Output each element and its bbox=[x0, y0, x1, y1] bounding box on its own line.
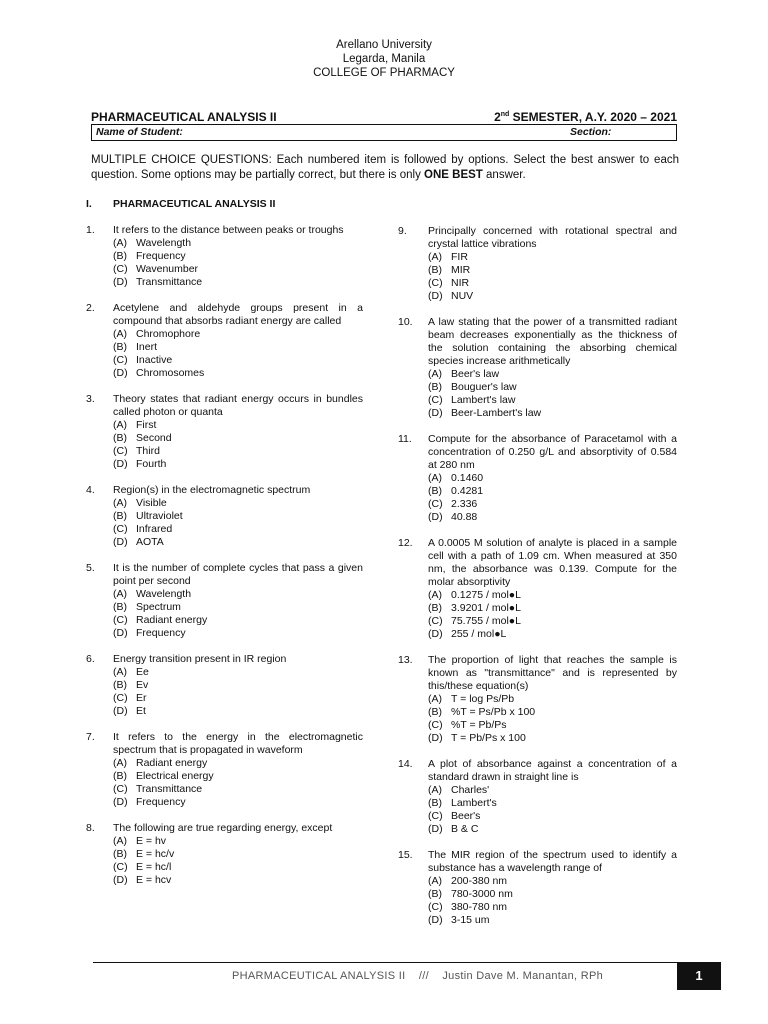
question-text: The following are true regarding energy, except bbox=[113, 822, 333, 834]
section-title: PHARMACEUTICAL ANALYSIS II bbox=[113, 198, 276, 210]
option-letter: (C) bbox=[428, 719, 443, 731]
option-text: T = log Ps/Pb bbox=[451, 693, 515, 705]
answer-option[interactable] bbox=[113, 263, 363, 276]
answer-option[interactable] bbox=[428, 823, 677, 836]
option-letter: (C) bbox=[428, 615, 443, 627]
option-text: Inert bbox=[136, 341, 158, 353]
answer-option[interactable] bbox=[428, 784, 677, 797]
option-text: 380-780 nm bbox=[451, 901, 508, 913]
answer-option[interactable] bbox=[113, 497, 363, 510]
option-letter: (A) bbox=[428, 251, 442, 263]
answer-option[interactable] bbox=[428, 628, 677, 641]
option-text: Spectrum bbox=[136, 601, 181, 613]
option-text: E = hv bbox=[136, 835, 167, 847]
answer-option[interactable] bbox=[428, 511, 677, 524]
option-text: NIR bbox=[451, 277, 470, 289]
option-letter: (B) bbox=[428, 797, 442, 809]
option-letter: (B) bbox=[428, 381, 442, 393]
question-text: Principally concerned with rotational spectral and crystal lattice vibrations bbox=[428, 225, 677, 250]
question-text: Theory states that radiant energy occurs in bundles called photon or quanta bbox=[113, 393, 363, 418]
answer-option[interactable] bbox=[428, 251, 677, 264]
question-text: A law stating that the power of a transmitted radiant beam decreases exponentially as the thickness of the solution containing the absorbing chemical species increase arithmetically bbox=[428, 316, 677, 367]
question-body bbox=[113, 562, 363, 640]
answer-option[interactable] bbox=[428, 264, 677, 277]
option-letter: (C) bbox=[428, 901, 443, 913]
question-body bbox=[428, 537, 677, 641]
option-letter: (B) bbox=[113, 679, 127, 691]
answer-option[interactable] bbox=[428, 485, 677, 498]
question-body bbox=[428, 849, 677, 927]
answer-option[interactable] bbox=[428, 888, 677, 901]
option-letter: (A) bbox=[428, 875, 442, 887]
option-text: Radiant energy bbox=[136, 614, 208, 626]
option-text: E = hc/l bbox=[136, 861, 172, 873]
questions-column-right bbox=[398, 225, 677, 940]
option-letter: (D) bbox=[113, 536, 128, 548]
instructions-text: MULTIPLE CHOICE QUESTIONS: Each numbered item is followed by options. Select the best answer to each question. Some options may be partially correct, but there is only bbox=[91, 154, 679, 181]
question-number: 15. bbox=[398, 849, 413, 861]
answer-option[interactable] bbox=[113, 679, 363, 692]
option-letter: (A) bbox=[428, 589, 442, 601]
question-number: 6. bbox=[86, 653, 95, 665]
question-number: 7. bbox=[86, 731, 95, 743]
question-item bbox=[86, 731, 363, 809]
question-text: It refers to the distance between peaks or troughs bbox=[113, 224, 344, 236]
option-text: %T = Pb/Ps bbox=[451, 719, 507, 731]
option-letter: (D) bbox=[428, 823, 443, 835]
option-letter: (C) bbox=[113, 783, 128, 795]
option-text: Bouguer's law bbox=[451, 381, 517, 393]
option-text: Frequency bbox=[136, 796, 186, 808]
option-letter: (B) bbox=[113, 510, 127, 522]
question-text: A 0.0005 M solution of analyte is placed in a sample cell with a path of 1.09 cm. When measured at 350 nm, the absorbance was 0.139. Compute for the molar absorptivity bbox=[428, 537, 677, 588]
option-text: 40.88 bbox=[451, 511, 478, 523]
option-letter: (C) bbox=[428, 498, 443, 510]
question-item bbox=[86, 822, 363, 887]
question-number: 12. bbox=[398, 537, 413, 549]
answer-option[interactable] bbox=[113, 588, 363, 601]
option-text: 2.336 bbox=[451, 498, 478, 510]
option-text: B & C bbox=[451, 823, 479, 835]
option-text: Beer's bbox=[451, 810, 481, 822]
option-letter: (C) bbox=[428, 277, 443, 289]
question-item bbox=[86, 224, 363, 289]
option-letter: (C) bbox=[113, 445, 128, 457]
semester-label bbox=[494, 110, 677, 124]
option-letter: (C) bbox=[113, 614, 128, 626]
option-letter: (D) bbox=[113, 627, 128, 639]
answer-option[interactable] bbox=[113, 419, 363, 432]
instructions-emphasis: ONE BEST bbox=[424, 169, 483, 181]
answer-option[interactable] bbox=[113, 614, 363, 627]
question-text: A plot of absorbance against a concentration of a standard drawn in straight line is bbox=[428, 758, 677, 783]
question-list-right bbox=[398, 225, 677, 927]
question-body bbox=[113, 393, 363, 471]
option-text: Er bbox=[136, 692, 147, 704]
question-item bbox=[86, 562, 363, 640]
question-body bbox=[113, 302, 363, 380]
option-text: Transmittance bbox=[136, 276, 203, 288]
question-item bbox=[86, 393, 363, 471]
option-letter: (D) bbox=[113, 796, 128, 808]
answer-option[interactable] bbox=[113, 354, 363, 367]
answer-option[interactable] bbox=[113, 328, 363, 341]
option-text: Radiant energy bbox=[136, 757, 208, 769]
answer-option[interactable] bbox=[428, 615, 677, 628]
answer-option[interactable] bbox=[113, 523, 363, 536]
option-letter: (D) bbox=[428, 290, 443, 302]
answer-option[interactable] bbox=[428, 407, 677, 420]
option-letter: (C) bbox=[113, 692, 128, 704]
option-letter: (D) bbox=[428, 732, 443, 744]
answer-option[interactable] bbox=[428, 368, 677, 381]
semester-year: SEMESTER, A.Y. 2020 – 2021 bbox=[509, 110, 677, 124]
option-letter: (B) bbox=[113, 432, 127, 444]
answer-option[interactable] bbox=[428, 589, 677, 602]
option-letter: (A) bbox=[113, 666, 127, 678]
question-text: Acetylene and aldehyde groups present in a compound that absorbs radiant energy are called bbox=[113, 302, 363, 327]
option-text: 200-380 nm bbox=[451, 875, 508, 887]
option-letter: (C) bbox=[113, 861, 128, 873]
answer-option[interactable] bbox=[113, 705, 363, 718]
option-text: Visible bbox=[136, 497, 167, 509]
option-text: Transmittance bbox=[136, 783, 203, 795]
semester-number: 2 bbox=[494, 110, 501, 124]
question-text: Energy transition present in IR region bbox=[113, 653, 287, 665]
option-text: First bbox=[136, 419, 157, 431]
option-text: Frequency bbox=[136, 627, 186, 639]
question-text: Region(s) in the electromagnetic spectrum bbox=[113, 484, 311, 496]
option-letter: (D) bbox=[113, 367, 128, 379]
option-text: Lambert's bbox=[451, 797, 497, 809]
answer-option[interactable] bbox=[113, 692, 363, 705]
answer-option[interactable] bbox=[428, 472, 677, 485]
answer-option[interactable] bbox=[113, 367, 363, 380]
option-text: Third bbox=[136, 445, 160, 457]
instructions bbox=[91, 153, 679, 183]
question-number: 1. bbox=[86, 224, 95, 236]
option-letter: (B) bbox=[428, 485, 442, 497]
course-title: PHARMACEUTICAL ANALYSIS II bbox=[91, 110, 277, 124]
question-number: 10. bbox=[398, 316, 413, 328]
option-text: 3-15 um bbox=[451, 914, 490, 926]
answer-option[interactable] bbox=[113, 536, 363, 549]
answer-option[interactable] bbox=[113, 783, 363, 796]
option-text: Fourth bbox=[136, 458, 167, 470]
question-body bbox=[113, 653, 363, 718]
college-name: COLLEGE OF PHARMACY bbox=[313, 67, 455, 79]
question-item bbox=[398, 316, 677, 420]
option-text: 255 / mol●L bbox=[451, 628, 507, 640]
question-body bbox=[428, 316, 677, 420]
question-item bbox=[398, 758, 677, 836]
option-text: T = Pb/Ps x 100 bbox=[451, 732, 526, 744]
option-letter: (C) bbox=[428, 394, 443, 406]
student-info-box bbox=[91, 124, 677, 141]
option-text: 3.9201 / mol●L bbox=[451, 602, 521, 614]
option-text: 0.1275 / mol●L bbox=[451, 589, 521, 601]
answer-option[interactable] bbox=[113, 458, 363, 471]
option-text: MIR bbox=[451, 264, 471, 276]
answer-option[interactable] bbox=[428, 914, 677, 927]
answer-option[interactable] bbox=[428, 602, 677, 615]
option-text: %T = Ps/Pb x 100 bbox=[451, 706, 536, 718]
option-text: Beer's law bbox=[451, 368, 500, 380]
option-letter: (A) bbox=[113, 328, 127, 340]
section-heading bbox=[86, 198, 363, 211]
option-letter: (A) bbox=[113, 757, 127, 769]
option-letter: (A) bbox=[113, 419, 127, 431]
question-number: 13. bbox=[398, 654, 413, 666]
option-letter: (D) bbox=[428, 511, 443, 523]
option-text: Chromosomes bbox=[136, 367, 205, 379]
option-letter: (B) bbox=[113, 601, 127, 613]
option-letter: (C) bbox=[113, 263, 128, 275]
option-text: Wavelength bbox=[136, 237, 192, 249]
option-text: Second bbox=[136, 432, 172, 444]
question-number: 4. bbox=[86, 484, 95, 496]
option-letter: (B) bbox=[428, 888, 442, 900]
option-letter: (D) bbox=[428, 407, 443, 419]
footer-text: PHARMACEUTICAL ANALYSIS II /// Justin Dave M. Manantan, RPh bbox=[232, 970, 604, 982]
university-name: Arellano University bbox=[336, 39, 432, 51]
option-letter: (A) bbox=[428, 472, 442, 484]
question-item bbox=[398, 537, 677, 641]
question-item bbox=[398, 849, 677, 927]
option-text: E = hc/v bbox=[136, 848, 175, 860]
answer-option[interactable] bbox=[113, 237, 363, 250]
option-text: FIR bbox=[451, 251, 468, 263]
option-text: 0.1460 bbox=[451, 472, 484, 484]
question-text: The proportion of light that reaches the sample is known as "transmittance" and is represented by this/these equation(s) bbox=[428, 654, 677, 692]
option-letter: (A) bbox=[428, 784, 442, 796]
page-number: 1 bbox=[677, 962, 721, 990]
student-name-label: Name of Student: bbox=[96, 126, 183, 138]
option-text: Electrical energy bbox=[136, 770, 214, 782]
option-text: Beer-Lambert's law bbox=[451, 407, 542, 419]
option-text: Ee bbox=[136, 666, 149, 678]
answer-option[interactable] bbox=[428, 290, 677, 303]
question-text: It is the number of complete cycles that pass a given point per second bbox=[113, 562, 363, 587]
answer-option[interactable] bbox=[113, 835, 363, 848]
question-number: 2. bbox=[86, 302, 95, 314]
option-text: Wavelength bbox=[136, 588, 192, 600]
answer-option[interactable] bbox=[428, 381, 677, 394]
answer-option[interactable] bbox=[113, 445, 363, 458]
answer-option[interactable] bbox=[428, 277, 677, 290]
answer-option[interactable] bbox=[113, 757, 363, 770]
answer-option[interactable] bbox=[113, 432, 363, 445]
option-text: Chromophore bbox=[136, 328, 201, 340]
option-letter: (B) bbox=[113, 250, 127, 262]
option-letter: (D) bbox=[113, 705, 128, 717]
answer-option[interactable] bbox=[428, 901, 677, 914]
option-letter: (A) bbox=[428, 693, 442, 705]
answer-option[interactable] bbox=[428, 732, 677, 745]
footer-rule bbox=[93, 962, 677, 963]
option-letter: (C) bbox=[113, 354, 128, 366]
instructions-tail: answer. bbox=[482, 169, 526, 181]
option-letter: (A) bbox=[113, 237, 127, 249]
semester-ordinal: nd bbox=[500, 111, 510, 118]
option-letter: (B) bbox=[428, 706, 442, 718]
question-item bbox=[86, 653, 363, 718]
answer-option[interactable] bbox=[428, 693, 677, 706]
option-text: E = hcv bbox=[136, 874, 172, 886]
option-letter: (C) bbox=[428, 810, 443, 822]
answer-option[interactable] bbox=[113, 510, 363, 523]
answer-option[interactable] bbox=[428, 498, 677, 511]
answer-option[interactable] bbox=[113, 341, 363, 354]
option-text: NUV bbox=[451, 290, 474, 302]
question-text: Compute for the absorbance of Paracetamol with a concentration of 0.250 g/L and absorptivity of 0.584 at 280 nm bbox=[428, 433, 677, 471]
question-item bbox=[86, 302, 363, 380]
university-location: Legarda, Manila bbox=[342, 53, 426, 65]
question-body bbox=[428, 225, 677, 303]
option-text: 0.4281 bbox=[451, 485, 484, 497]
answer-option[interactable] bbox=[113, 770, 363, 783]
question-number: 11. bbox=[398, 433, 412, 445]
option-text: Infrared bbox=[136, 523, 173, 535]
question-body bbox=[428, 758, 677, 836]
option-letter: (A) bbox=[113, 588, 127, 600]
answer-option[interactable] bbox=[428, 797, 677, 810]
option-text: Charles' bbox=[451, 784, 490, 796]
option-letter: (D) bbox=[428, 628, 443, 640]
option-text: Wavenumber bbox=[136, 263, 199, 275]
option-letter: (B) bbox=[113, 770, 127, 782]
questions-column-left bbox=[86, 198, 363, 900]
option-letter: (A) bbox=[113, 835, 127, 847]
answer-option[interactable] bbox=[113, 848, 363, 861]
option-text: Ultraviolet bbox=[136, 510, 183, 522]
question-body bbox=[113, 822, 363, 887]
option-text: Frequency bbox=[136, 250, 186, 262]
section-label: Section: bbox=[570, 126, 612, 138]
question-number: 8. bbox=[86, 822, 95, 834]
option-letter: (B) bbox=[428, 264, 442, 276]
option-text: Lambert's law bbox=[451, 394, 516, 406]
question-body bbox=[113, 484, 363, 549]
answer-option[interactable] bbox=[428, 719, 677, 732]
question-item bbox=[86, 484, 363, 549]
option-letter: (D) bbox=[428, 914, 443, 926]
question-number: 9. bbox=[398, 225, 407, 237]
option-letter: (C) bbox=[113, 523, 128, 535]
option-letter: (B) bbox=[113, 848, 127, 860]
answer-option[interactable] bbox=[428, 875, 677, 888]
option-letter: (D) bbox=[113, 276, 128, 288]
question-number: 3. bbox=[86, 393, 95, 405]
option-text: Ev bbox=[136, 679, 149, 691]
answer-option[interactable] bbox=[428, 394, 677, 407]
option-letter: (B) bbox=[428, 602, 442, 614]
answer-option[interactable] bbox=[113, 796, 363, 809]
option-text: Inactive bbox=[136, 354, 173, 366]
option-text: AOTA bbox=[136, 536, 164, 548]
answer-option[interactable] bbox=[113, 276, 363, 289]
option-letter: (D) bbox=[113, 458, 128, 470]
option-text: 780-3000 nm bbox=[451, 888, 513, 900]
option-letter: (D) bbox=[113, 874, 128, 886]
answer-option[interactable] bbox=[113, 874, 363, 887]
answer-option[interactable] bbox=[113, 250, 363, 263]
question-number: 5. bbox=[86, 562, 95, 574]
option-letter: (A) bbox=[113, 497, 127, 509]
question-body bbox=[113, 224, 363, 289]
question-item bbox=[398, 654, 677, 745]
option-text: 75.755 / mol●L bbox=[451, 615, 521, 627]
answer-option[interactable] bbox=[113, 627, 363, 640]
question-body bbox=[113, 731, 363, 809]
university-header bbox=[0, 38, 768, 80]
answer-option[interactable] bbox=[113, 861, 363, 874]
question-item bbox=[398, 225, 677, 303]
option-letter: (A) bbox=[428, 368, 442, 380]
question-body bbox=[428, 433, 677, 524]
option-text: Et bbox=[136, 705, 146, 717]
section-number: I. bbox=[86, 198, 92, 210]
answer-option[interactable] bbox=[428, 810, 677, 823]
question-item bbox=[398, 433, 677, 524]
option-letter: (B) bbox=[113, 341, 127, 353]
answer-option[interactable] bbox=[428, 706, 677, 719]
question-number: 14. bbox=[398, 758, 413, 770]
answer-option[interactable] bbox=[113, 601, 363, 614]
question-body bbox=[428, 654, 677, 745]
question-list-left bbox=[86, 224, 363, 887]
answer-option[interactable] bbox=[113, 666, 363, 679]
question-text: It refers to the energy in the electromagnetic spectrum that is propagated in waveform bbox=[113, 731, 363, 756]
question-text: The MIR region of the spectrum used to identify a substance has a wavelength range of bbox=[428, 849, 677, 874]
